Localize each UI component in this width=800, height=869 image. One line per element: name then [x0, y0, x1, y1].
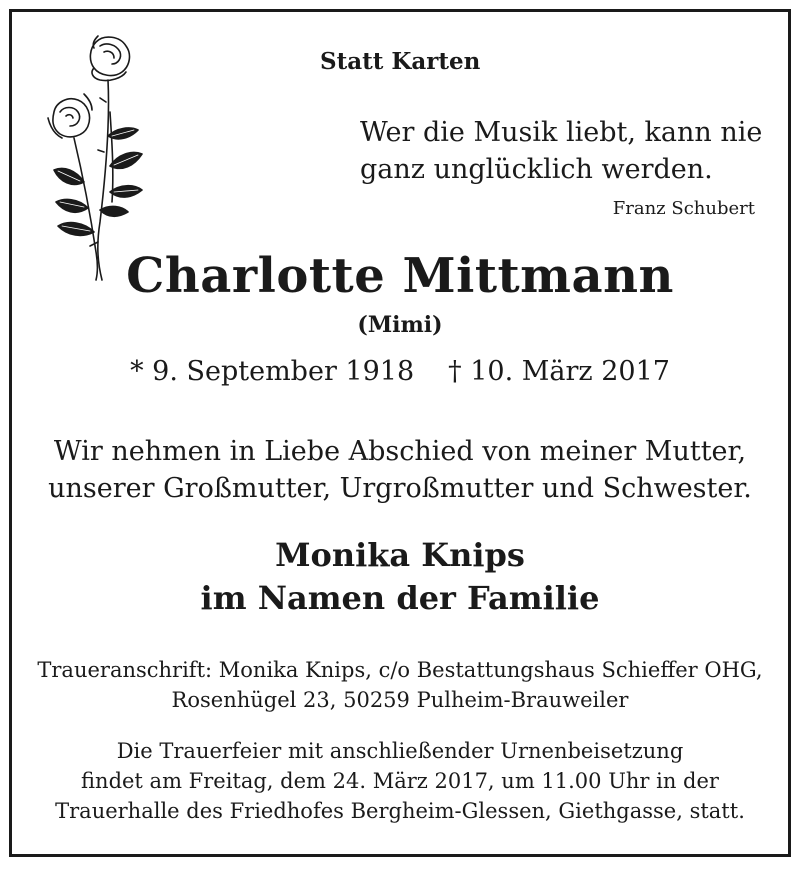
- statt-karten-heading: Statt Karten: [320, 48, 481, 75]
- life-dates: [0, 356, 800, 387]
- ceremony-line: Die Trauerfeier mit anschließender Urnenbeisetzung: [116, 739, 684, 763]
- death-date: † 10. März 2017: [448, 356, 670, 387]
- quote-line: ganz unglücklich werden.: [360, 154, 713, 185]
- mourning-address: [0, 655, 800, 715]
- address-line: Traueranschrift: Monika Knips, c/o Bestattungshaus Schieffer OHG,: [37, 658, 763, 682]
- farewell-line: unserer Großmutter, Urgroßmutter und Schwester.: [48, 473, 752, 504]
- ceremony-line: Trauerhalle des Friedhofes Bergheim-Glessen, Giethgasse, statt.: [55, 799, 745, 823]
- ceremony-info: [0, 736, 800, 826]
- birth-date: * 9. September 1918: [130, 356, 415, 387]
- ceremony-line: findet am Freitag, dem 24. März 2017, um 11.00 Uhr in der: [81, 769, 719, 793]
- farewell-text: [0, 433, 800, 507]
- quote-line: Wer die Musik liebt, kann nie: [360, 117, 763, 148]
- deceased-name: Charlotte Mittmann: [126, 248, 674, 304]
- quote-author: Franz Schubert: [612, 198, 755, 219]
- signer: [0, 534, 800, 620]
- deceased-nickname: (Mimi): [357, 312, 443, 338]
- signer-name: Monika Knips: [275, 536, 525, 574]
- farewell-line: Wir nehmen in Liebe Abschied von meiner Mutter,: [53, 436, 747, 467]
- quote: [360, 114, 762, 188]
- rose-illustration-icon: [38, 32, 150, 284]
- address-line: Rosenhügel 23, 50259 Pulheim-Brauweiler: [171, 688, 629, 712]
- signer-family: im Namen der Familie: [200, 579, 600, 617]
